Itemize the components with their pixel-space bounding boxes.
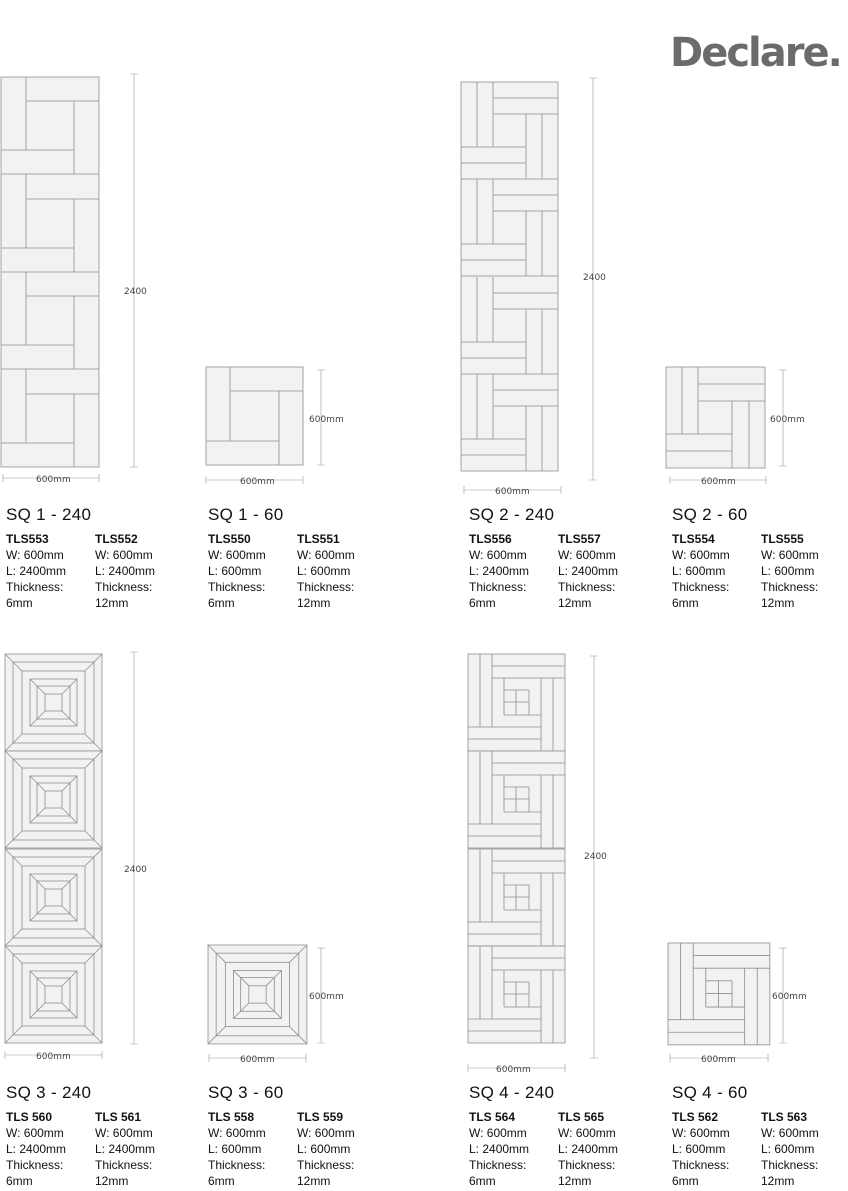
thickness: 12mm [558,596,592,610]
dim-600-label: 600mm [36,1052,71,1062]
width: W: 600mm [6,548,64,562]
thickness-label: Thickness: [469,1158,527,1172]
length: L: 2400mm [6,564,67,578]
length: L: 600mm [672,564,726,578]
sq1-240-title: SQ 1 - 240 [6,505,92,524]
dim-600-label: 600mm [240,1055,275,1065]
width: W: 600mm [469,1126,527,1140]
thickness: 12mm [297,1174,331,1188]
width: W: 600mm [558,1126,616,1140]
sq3-60-spec-left [208,1109,294,1189]
length: L: 2400mm [6,1142,67,1156]
sq3-60-spec-right [297,1109,383,1189]
width: W: 600mm [95,548,153,562]
product-code: TLS 558 [208,1110,255,1124]
dim-2400-label: 2400 [584,852,607,862]
thickness-label: Thickness: [672,580,730,594]
sq3-240-title: SQ 3 - 240 [6,1083,92,1102]
thickness: 6mm [6,596,33,610]
thickness-label: Thickness: [761,580,819,594]
length: L: 600mm [297,1142,351,1156]
product-code: TLS551 [297,532,340,546]
sq4-60-drawing [660,935,820,1070]
product-code: TLS 559 [297,1110,344,1124]
length: L: 2400mm [95,564,156,578]
sq1-240-spec-left [6,531,92,611]
length: L: 2400mm [469,564,530,578]
thickness-label: Thickness: [761,1158,819,1172]
product-code: TLS 565 [558,1110,605,1124]
dim-2400-label: 2400 [124,287,147,297]
sq1-60-title: SQ 1 - 60 [208,505,284,524]
product-code: TLS 564 [469,1110,516,1124]
dim-600-label: 600mm [701,1055,736,1065]
dim-600-label: 600mm [496,1065,531,1075]
thickness: 12mm [95,1174,129,1188]
sq4-60-title: SQ 4 - 60 [672,1083,748,1102]
width: W: 600mm [297,1126,355,1140]
width: W: 600mm [297,548,355,562]
thickness: 12mm [761,1174,795,1188]
product-code: TLS 561 [95,1110,142,1124]
width: W: 600mm [469,548,527,562]
sq3-240-drawing [0,645,160,1065]
thickness-label: Thickness: [6,1158,64,1172]
sq3-240-spec-right [95,1109,181,1189]
dim-2400-label: 2400 [583,273,606,283]
sq2-60-drawing [660,360,820,490]
length: L: 2400mm [95,1142,156,1156]
sq4-60-spec-left [672,1109,758,1189]
sq4-240-spec-right [558,1109,644,1189]
dim-600-label: 600mm [701,477,736,487]
thickness-label: Thickness: [469,580,527,594]
sq2-60-title: SQ 2 - 60 [672,505,748,524]
thickness-label: Thickness: [558,1158,616,1172]
thickness: 12mm [761,596,795,610]
sq4-240-drawing [460,645,620,1075]
sq2-240-drawing [455,70,615,500]
thickness: 6mm [6,1174,33,1188]
dim-600-label: 600mm [495,487,530,497]
thickness-label: Thickness: [95,1158,153,1172]
product-code: TLS552 [95,532,138,546]
dim-600-label: 600mm [240,477,275,487]
dim-600-label: 600mm [772,992,807,1002]
width: W: 600mm [208,1126,266,1140]
thickness-label: Thickness: [208,1158,266,1172]
product-code: TLS557 [558,532,601,546]
sq2-240-spec-right [558,531,644,611]
thickness: 12mm [558,1174,592,1188]
length: L: 600mm [672,1142,726,1156]
thickness-label: Thickness: [558,580,616,594]
thickness-label: Thickness: [6,580,64,594]
sq2-240-title: SQ 2 - 240 [469,505,555,524]
length: L: 600mm [297,564,351,578]
length: L: 2400mm [558,1142,619,1156]
dim-2400-label: 2400 [124,865,147,875]
thickness-label: Thickness: [208,580,266,594]
sq4-60-spec-right [761,1109,847,1189]
product-code: TLS555 [761,532,804,546]
sq1-240-drawing [0,70,160,490]
width: W: 600mm [6,1126,64,1140]
product-code: TLS550 [208,532,251,546]
sq3-60-title: SQ 3 - 60 [208,1083,284,1102]
length: L: 600mm [208,1142,262,1156]
thickness: 6mm [469,596,496,610]
sq3-240-spec-left [6,1109,92,1189]
sq1-60-drawing [195,360,355,490]
width: W: 600mm [761,1126,819,1140]
thickness: 12mm [297,596,331,610]
length: L: 600mm [761,1142,815,1156]
thickness-label: Thickness: [297,1158,355,1172]
sq4-240-spec-left [469,1109,555,1189]
product-code: TLS 563 [761,1110,808,1124]
width: W: 600mm [95,1126,153,1140]
sq2-240-spec-left [469,531,555,611]
product-code: TLS556 [469,532,512,546]
product-code: TLS553 [6,532,49,546]
thickness: 6mm [672,1174,699,1188]
dim-600-label: 600mm [309,415,344,425]
dim-600-label: 600mm [36,475,71,485]
thickness-label: Thickness: [95,580,153,594]
thickness: 6mm [469,1174,496,1188]
width: W: 600mm [558,548,616,562]
width: W: 600mm [761,548,819,562]
sq2-60-spec-left [672,531,758,611]
dim-600-label: 600mm [770,415,805,425]
thickness: 6mm [672,596,699,610]
sq1-60-spec-right [297,531,383,611]
thickness: 6mm [208,1174,235,1188]
length: L: 2400mm [469,1142,530,1156]
thickness-label: Thickness: [297,580,355,594]
length: L: 600mm [208,564,262,578]
thickness: 6mm [208,596,235,610]
product-code: TLS554 [672,532,715,546]
length: L: 2400mm [558,564,619,578]
width: W: 600mm [208,548,266,562]
sq2-60-spec-right [761,531,847,611]
sq4-240-title: SQ 4 - 240 [469,1083,555,1102]
sq1-60-spec-left [208,531,294,611]
product-code: TLS 562 [672,1110,719,1124]
length: L: 600mm [761,564,815,578]
width: W: 600mm [672,548,730,562]
declare-logo: Declare. [670,30,841,76]
sq3-60-drawing [200,940,360,1070]
dim-600-label: 600mm [309,992,344,1002]
product-code: TLS 560 [6,1110,53,1124]
sq1-240-spec-right [95,531,181,611]
thickness: 12mm [95,596,129,610]
thickness-label: Thickness: [672,1158,730,1172]
width: W: 600mm [672,1126,730,1140]
